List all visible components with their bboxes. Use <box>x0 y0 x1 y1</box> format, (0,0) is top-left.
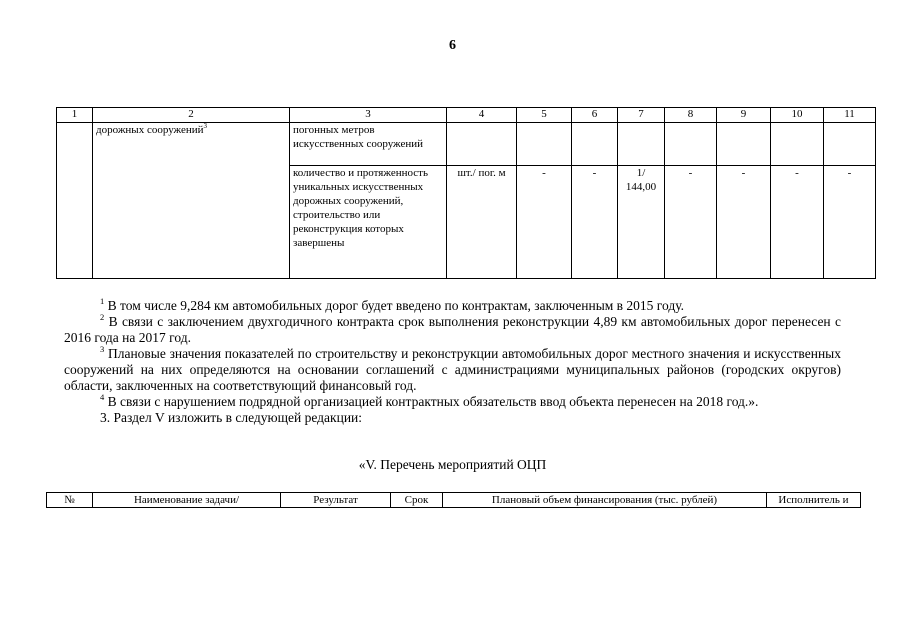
header-cell: 7 <box>618 108 665 123</box>
footnote-2 <box>64 314 841 346</box>
header-cell: 6 <box>572 108 618 123</box>
footnote-ref: 3 <box>203 122 208 130</box>
indicators-table <box>56 107 876 279</box>
cell-name-text: дорожных сооружений <box>96 124 204 136</box>
header-cell: 8 <box>665 108 717 123</box>
cell-empty <box>771 123 824 166</box>
header-cell: Плановый объем финансирования (тыс. рублей) <box>443 493 767 508</box>
footnote-marker: 1 <box>100 296 105 306</box>
header-cell: 4 <box>447 108 517 123</box>
footnote-text: В связи с заключением двухгодичного контракта срок выполнения реконструкции 4,89 км автомобильных дорог перенесен с 2016 года на 2017 год. <box>64 314 841 345</box>
section-title: «V. Перечень мероприятий ОЦП <box>358 457 547 472</box>
cell-value: - <box>665 166 717 279</box>
table-header-row <box>57 108 876 123</box>
footnote-4 <box>64 394 841 410</box>
cell-value: 1/ 144,00 <box>618 166 665 279</box>
header-cell: 10 <box>771 108 824 123</box>
header-cell: 1 <box>57 108 93 123</box>
header-cell: Результат <box>281 493 391 508</box>
header-cell: Срок <box>391 493 443 508</box>
cell-value: - <box>517 166 572 279</box>
cell-empty <box>572 123 618 166</box>
cell-value: - <box>717 166 771 279</box>
cell-value: - <box>572 166 618 279</box>
cell-empty <box>717 123 771 166</box>
footnote-text: В том числе 9,284 км автомобильных дорог будет введено по контрактам, заключенным в 2015 году. <box>104 298 685 313</box>
cell-empty <box>618 123 665 166</box>
footnote-1 <box>64 298 841 314</box>
cell-number <box>57 123 93 279</box>
footnote-text: Плановые значения показателей по строительству и реконструкции автомобильных дорог местного значения и искусственных сооружений на них определяются на основании соглашений с администрациями муниципальных районов (городских округов) области, заключенных на соответствующий финансовый год. <box>64 346 841 393</box>
cell-indicator: погонных метров искусственных сооружений <box>290 123 447 166</box>
page-number: 6 <box>449 38 456 53</box>
cell-name <box>93 123 290 279</box>
header-cell: 5 <box>517 108 572 123</box>
table-row <box>57 123 876 166</box>
footnote-text: В связи с нарушением подрядной организацией контрактных обязательств ввод объекта перенесен на 2018 год.». <box>104 394 759 409</box>
header-cell: 9 <box>717 108 771 123</box>
table-header-row <box>47 493 861 508</box>
footnote-marker: 3 <box>100 344 105 354</box>
cell-empty <box>665 123 717 166</box>
instruction-paragraph: 3. Раздел V изложить в следующей редакции: <box>100 410 363 425</box>
cell-unit: шт./ пог. м <box>447 166 517 279</box>
cell-value: - <box>824 166 876 279</box>
footnote-marker: 4 <box>100 392 105 402</box>
cell-indicator: количество и протяженность уникальных искусственных дорожных сооружений, строительство или реконструкция которых завершены <box>290 166 447 279</box>
header-cell: № <box>47 493 93 508</box>
header-cell: Наименование задачи/ <box>93 493 281 508</box>
cell-value: - <box>771 166 824 279</box>
header-cell: 11 <box>824 108 876 123</box>
cell-empty <box>447 123 517 166</box>
footnote-3 <box>64 346 841 394</box>
footnote-marker: 2 <box>100 312 105 322</box>
cell-empty <box>517 123 572 166</box>
header-cell: Исполнитель и <box>767 493 861 508</box>
measures-table <box>46 492 861 508</box>
footnotes <box>64 298 841 426</box>
header-cell: 3 <box>290 108 447 123</box>
header-cell: 2 <box>93 108 290 123</box>
cell-empty <box>824 123 876 166</box>
